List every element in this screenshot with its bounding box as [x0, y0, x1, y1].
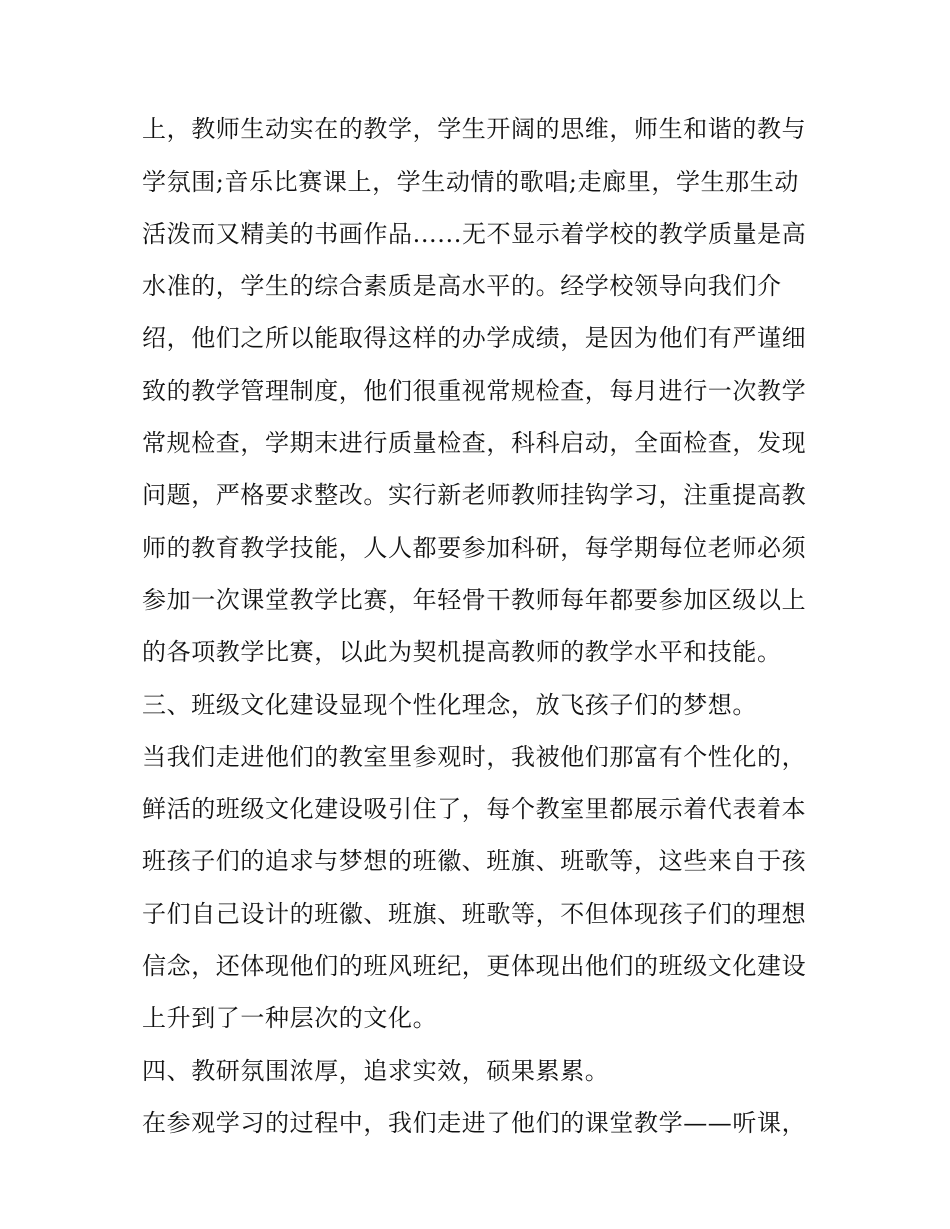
- text-line: 学氛围;音乐比赛课上，学生动情的歌唱;走廊里，学生那生动: [142, 168, 799, 196]
- text-line: 上升到了一种层次的文化。: [142, 1004, 438, 1032]
- text-line: 鲜活的班级文化建设吸引住了，每个教室里都展示着代表着本: [142, 795, 807, 823]
- text-line: 问题，严格要求整改。实行新老师教师挂钩学习，注重提高教: [142, 481, 807, 509]
- text-line: 当我们走进他们的教室里参观时，我被他们那富有个性化的，: [142, 743, 807, 771]
- text-line: 子们自己设计的班徽、班旗、班歌等，不但体现孩子们的理想: [142, 900, 807, 928]
- text-line: 师的教育教学技能，人人都要参加科研，每学期每位老师必须: [142, 534, 807, 562]
- text-line: 参加一次课堂教学比赛，年轻骨干教师每年都要参加区级以上: [142, 586, 807, 614]
- text-line: 在参观学习的过程中，我们走进了他们的课堂教学——听课，: [142, 1109, 807, 1137]
- text-line: 信念，还体现他们的班风班纪，更体现出他们的班级文化建设: [142, 952, 807, 980]
- section-heading: 三、班级文化建设显现个性化理念，放飞孩子们的梦想。: [142, 691, 757, 719]
- section-heading: 四、教研氛围浓厚，追求实效，硕果累累。: [142, 1057, 610, 1085]
- text-line: 水准的，学生的综合素质是高水平的。经学校领导向我们介: [142, 272, 782, 300]
- text-line: 上，教师生动实在的教学，学生开阔的思维，师生和谐的教与: [142, 115, 807, 143]
- text-line: 的各项教学比赛，以此为契机提高教师的教学水平和技能。: [142, 638, 782, 666]
- text-line: 绍，他们之所以能取得这样的办学成绩，是因为他们有严谨细: [142, 324, 807, 352]
- text-line: 致的教学管理制度，他们很重视常规检查，每月进行一次教学: [142, 377, 807, 405]
- text-line: 活泼而又精美的书画作品......无不显示着学校的教学质量是高: [142, 220, 807, 248]
- text-line: 常规检查，学期末进行质量检查，科科启动，全面检查，发现: [142, 429, 807, 457]
- text-line: 班孩子们的追求与梦想的班徽、班旗、班歌等，这些来自于孩: [142, 847, 807, 875]
